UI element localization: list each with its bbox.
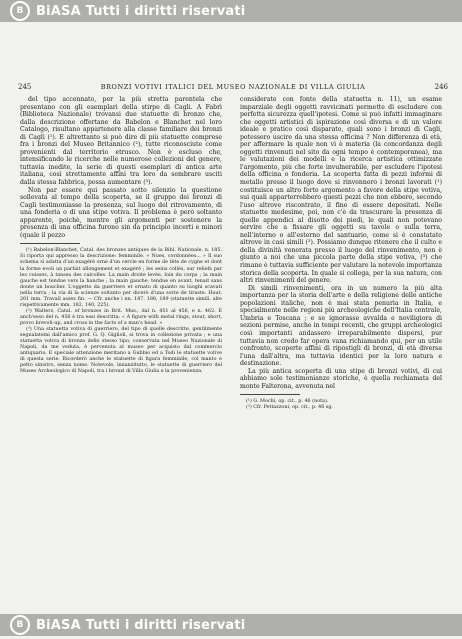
left-page-number: 245 — [18, 83, 32, 91]
body-paragraph: considerate con fonte della statuetta n. 11), un esame imparziale degli oggetti ravvicinati permette di escludere con perfetta sicurezza quell'ipotesi. Come si può infatti immaginare che oggetti artistici di ispirazione così diversa e di un valore ideale e pratico così disparato, quali sono i bronzi di Cagli, potessero uscire da una stessa officina ? Non differenza di età, per affermare la quale non vi è materia (la concordanza degli oggetti rinvenuti nel sito da ogni tempo è contemporanea), ma le valutazioni dei modelli e la ricerca artistica ottimizzate l'argomento, più che forte invulnerabile, per escludere l'ipotesi della officina o fonderia. La scoperta fatta di pezzi informi di metallo presso il luogo dove si rinvennero i bronzi lavorati (¹) costituisce un altro forte argomento a favore della stipe votiva, sui quali apparterrebbero questi pezzi che non ebbero, secondo l'uso altrove riscontrato, il fine di essere depositati. Nelle statuette medesime, poi, non c'è da trascurare la presenza di quelle appendici al disotto dei piedi, le quali non potevano servire che a fissare gli oggetti su tavole o sulla terra, nell'interno o all'esterno del santuario, come si è constatato altrove in casi simili (²). Possiamo dunque ritenere che il culto e della divinità venerata presso il luogo del rinvenimento, non è giunto a noi che una piccola parte della stipe votiva, (³) che rimane è tuttavia sufficiente per valutare la notevole importanza storica della scoperta. In quale si collega, per la sua natura, con altri rinvenimenti del genere. — [240, 96, 442, 285]
footnote-divider — [20, 243, 80, 244]
footnote-divider — [240, 394, 300, 395]
biasa-logo-icon: B — [10, 1, 30, 21]
watermark-text: BiASA Tutti i diritti riservati — [36, 617, 246, 633]
watermark-banner-bottom — [0, 614, 462, 636]
body-paragraph: Di simili rinvenimenti, ora in un numero la più alta importanza per la storia dell'arte e della religione delle antiche popolazioni italiche, non è mai stata penuria in Italia, e specialmente nelle regioni più archeologiche dell'Italia centrale, Umbria e Toscana ; e se ignorasse avvalda e noviligiora di sezioni permise, anche in tempi recenti, che gruppi archeologici così importanti andassero irreparabilmente dispersi, pur tuttavia non credo far opera vana richiamando qui, per un utile confronto, scoperte affini di ripostigli di bronzi, di età diversa l'una dall'altra, ma tuttavia identici per la loro natura e destinazione. — [240, 284, 442, 368]
body-paragraph: del tipo accennato, per la più stretta parentela che presentano con gli esemplari della stirpe di Cagli. A Fabrì (Biblioteca Nazionale) trovansi due statuette di bronzo che, dalla descrizione offertane da Babelon e Blanchet nel loro Catalogo, risultano appartenere alla classe familiare dei bronzi di Cagli (¹). E altrettanto si può dire di più statuette comprese fra i bronzi del Museo Britannico (²), tutte riconosciute come provenienti dal territorio etrusco. Non è escluso che, intensificando le ricerche nelle numerose collezioni del genere, tuttavia inedite, la serie di questi esemplari di antica arte italiana, così strettamente affini tra loro da sembrare usciti dalla stessa fabbrica, possa aumentare (³). — [20, 96, 222, 187]
footnote: (¹) Babelon-Blanchet, Catal. des bronzes antiques de la Bibl. Nationale, n. 185. Si riporta qui appresso la descrizione: femminile. « Nues, cordonnées... » Il suo schema si adatta d'un exagéré orné d'un cercle en forme de tête de cygne et dont la forme evoli un parfait allongement et exagéré ; les seins collés, sur reliefs par les cuisses, à tanses des calcolles. La main droite levée, loin du corps ; la main gauche est tendue vers la hanche ; la main gauche, tendue en avant, tenait sans doute un bouclier. L'oggetto da guerriero et ornato di quanto su luoghi scavati nella terra ; la via di la scienze soltanto per dicerò d'una sorte de tiraste. Haut. 201 mm. Travail assez fin. — Cfr. anche i nn. 187, 188, 189 (statuette simili, alte rispettivamente mm. 182, 140, 225). — [20, 247, 222, 308]
right-column — [240, 96, 442, 410]
footnote: (²) Cfr. Pettazzoni, op. cit., p. 46 sg. — [246, 404, 334, 411]
running-title: BRONZI VOTIVI ITALICI DEL MUSEO NAZIONALE DI VILLA GIULIA — [100, 83, 366, 91]
running-header — [18, 81, 448, 93]
watermark-text: BiASA Tutti i diritti riservati — [36, 3, 246, 19]
watermark-banner-top — [0, 0, 462, 22]
footnote: (²) Walters, Catal. of bronzes in Brit. Mus., dal n. 451 al 456, e n. 462. È anch'esso del n. 456 è tra essi descritta: « A figure with metal rings, stout, short, provo brevoli-up, and cross in the facts of a man's head. » — [20, 307, 222, 326]
footnotes-left — [20, 247, 222, 374]
left-column — [20, 96, 222, 374]
footnotes-right — [240, 398, 442, 410]
right-page-number: 246 — [434, 83, 448, 91]
footnote: (¹) G. Mochi, op. cit., p. 46 (nota). — [246, 398, 329, 405]
biasa-logo-icon: B — [10, 615, 30, 635]
body-paragraph: La più antica scoperta di una stipe di bronzi votivi, di cui abbiamo sole testimonianze storiche, è quella rechiamata del monte Falterona, avvenuta nel — [240, 367, 442, 390]
body-paragraph: Non par essere qui passato sotto silenzio la questione sollevata al tempo della scoperta, se il gruppo dei bronzi di Cagli testimoniasse la presenza, sul luogo del ritrovamento, di una fonderia o di una stipe votiva. Il problema è però soltanto apparente, poichè, mentre gli argomenti per sostenere la presenza di una officina furono sin da principio incerti e minori (quale il pezzo — [20, 186, 222, 239]
footnote: (³) Una statuetta votiva di guerriero, del tipo di quelle descritte, gentilmente segnalatemi dall'amico prof. G. Q. Giglioli, si trova in collezione privata ; e una statuetta votiva di bronzo dello stesso tipo, conservata nel Museo Nazionale di Napoli, da me veduta, è pervenuta al museo per acquisto dal commercio antiquario. E speciale attenzione meritano a Gubbio ed a Todi le statuette votive di questa serie. Ricorderò anche le statuette di figura femminile, col manto e petto sinistro, senza nome. Notevole, innanzitutto, le statuette di guerriero del Museo Archeologico di Napoli, tra i bronzi di Villa Giulia e la provenienza. — [20, 326, 222, 375]
